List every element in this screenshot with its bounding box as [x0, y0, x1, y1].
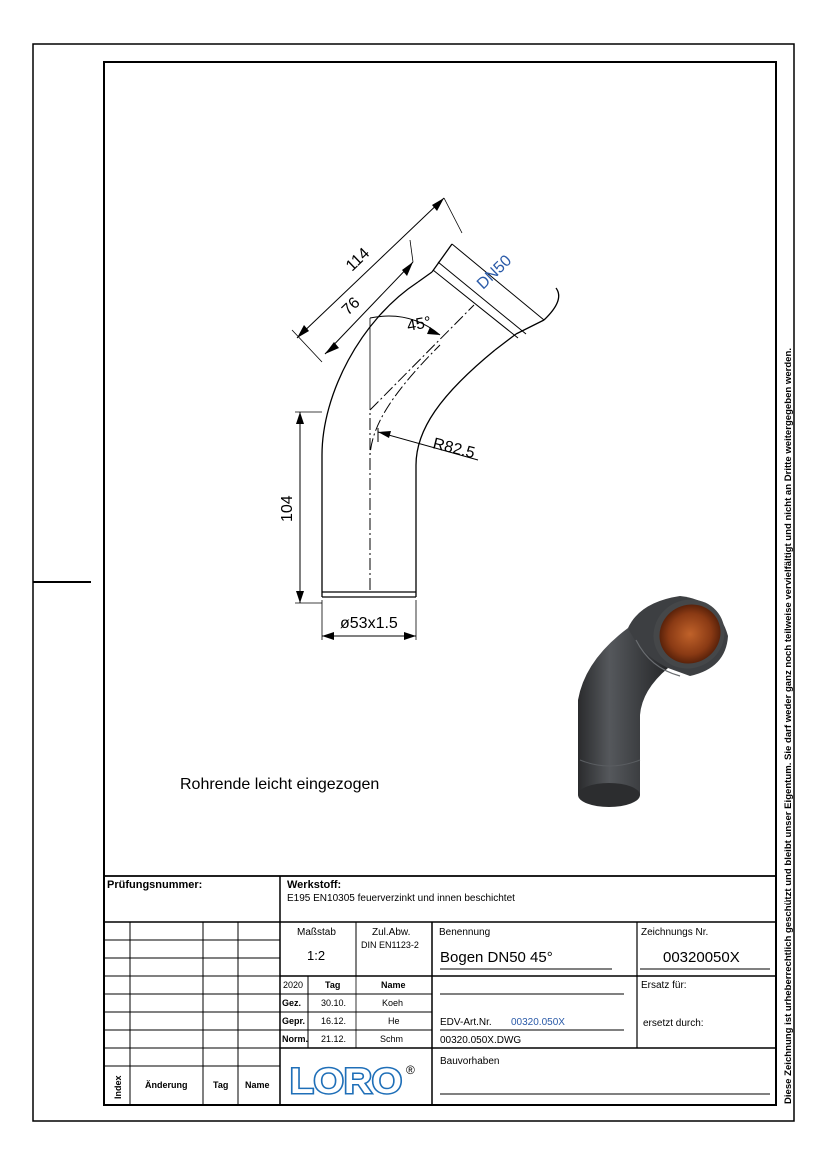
bauvorhaben-label: Bauvorhaben: [440, 1056, 500, 1067]
dim-radius: R82.5: [431, 435, 477, 463]
ersatz-label: Ersatz für:: [641, 980, 687, 991]
dim-to-center: 76: [338, 294, 364, 319]
logo-registered-mark: ®: [406, 1063, 415, 1077]
loro-logo: [290, 1062, 415, 1101]
norm-tag: 21.12.: [321, 1034, 347, 1044]
gepr-name: He: [388, 1016, 400, 1026]
gez-name: Koeh: [382, 998, 404, 1008]
zeichnungsnr-label: Zeichnungs Nr.: [641, 927, 709, 938]
gepr-tag: 16.12.: [321, 1016, 347, 1026]
benennung-value: Bogen DN50 45°: [440, 949, 553, 966]
zulabw-label: Zul.Abw.: [372, 927, 411, 938]
rev-index-header: Index: [113, 1075, 123, 1099]
pipe-bend-drawing: [292, 198, 559, 640]
gepr-label: Gepr.: [282, 1016, 306, 1026]
drawing-note: Rohrende leicht eingezogen: [180, 776, 380, 793]
gez-tag: 30.10.: [321, 998, 347, 1008]
dwg-value: 00320.050X.DWG: [440, 1035, 522, 1046]
pruefungsnummer-label: Prüfungsnummer:: [107, 879, 203, 891]
pipe-3d-render: [578, 587, 737, 807]
rev-aenderung-header: Änderung: [145, 1080, 188, 1090]
rev-tag-header: Tag: [213, 1080, 229, 1090]
norm-label: Norm.: [282, 1034, 309, 1044]
benennung-label: Benennung: [439, 927, 491, 938]
gez-label: Gez.: [282, 998, 302, 1008]
werkstoff-value: E195 EN10305 feuerverzinkt und innen beschichtet: [287, 893, 515, 904]
zulabw-value: DIN EN1123-2: [361, 940, 419, 950]
werkstoff-label: Werkstoff:: [287, 879, 342, 891]
zeichnungsnr-value: 00320050X: [663, 949, 740, 966]
edv-value: 00320.050X: [511, 1017, 565, 1028]
copyright-side-text: Diese Zeichnung ist urheberrechtlich geschützt und bleibt unser Eigentum. Sie darf weder ganz noch teilweise vervielfältigt und nicht an Dritte weitergegeben werden.: [783, 344, 794, 1104]
name-header: Name: [381, 980, 406, 990]
dim-nominal: DN50: [473, 252, 516, 293]
edv-label: EDV-Art.Nr.: [440, 1017, 492, 1028]
massstab-label: Maßstab: [297, 927, 336, 938]
dim-overall-length: 114: [342, 244, 374, 275]
tag-header: Tag: [325, 980, 341, 990]
dim-angle: 45°: [405, 313, 433, 335]
year: 2020: [283, 980, 304, 990]
norm-name: Schm: [380, 1034, 404, 1044]
ersetzt-label: ersetzt durch:: [643, 1018, 704, 1029]
dim-diameter: ø53x1.5: [340, 615, 398, 632]
rev-name-header: Name: [245, 1080, 270, 1090]
logo-text: LORO: [290, 1062, 402, 1101]
dim-leg: 104: [279, 495, 296, 522]
massstab-value: 1:2: [307, 948, 326, 963]
